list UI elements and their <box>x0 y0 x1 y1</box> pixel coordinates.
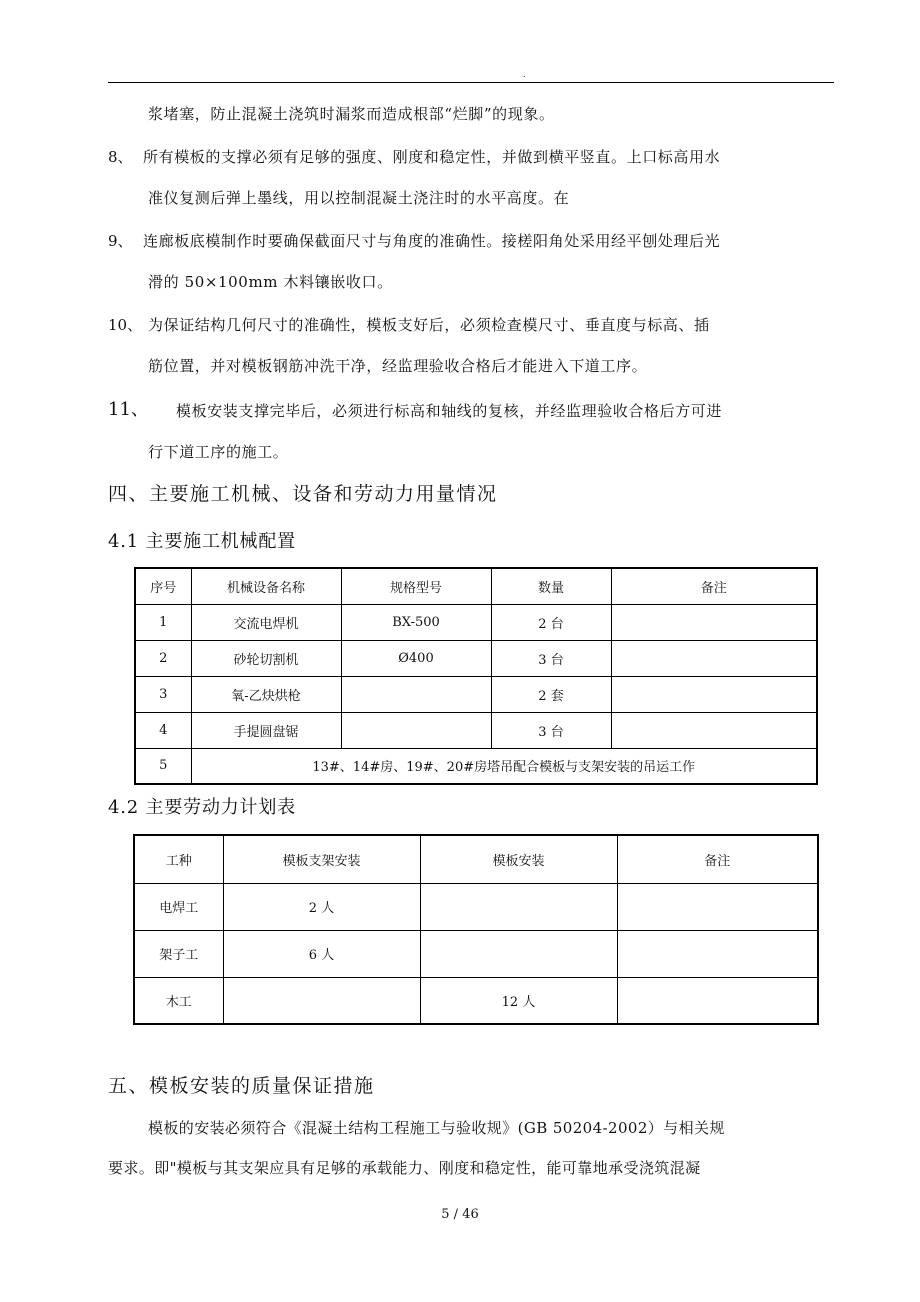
item-10-text: 为保证结构几何尺寸的准确性，模板支好后，必须检查模尺寸、垂直度与标高、插 <box>148 316 710 334</box>
item-7-continuation: 浆堵塞，防止混凝土浇筑时漏浆而造成根部“烂脚”的现象。 <box>148 105 555 123</box>
table-cell: 电焊工 <box>134 883 223 930</box>
table-cell: 砂轮切割机 <box>191 640 341 676</box>
table-row <box>135 604 817 640</box>
table-cell-merged: 13#、14#房、19#、20#房塔吊配合模板与支架安装的吊运工作 <box>191 748 817 784</box>
table-cell: Ø400 <box>341 640 491 676</box>
table-cell <box>341 712 491 748</box>
table-cell <box>420 883 617 930</box>
table-cell <box>611 676 817 712</box>
section-4-1-heading: 4.1 主要施工机械配置 <box>108 531 296 552</box>
column-header: 规格型号 <box>341 568 491 604</box>
table-cell <box>611 712 817 748</box>
table-cell: 6 人 <box>223 930 420 977</box>
section-5-paragraph-line-1: 模板的安装必须符合《混凝土结构工程施工与验收规》(GB 50204-2002）与相关规 <box>148 1119 725 1137</box>
table-cell <box>223 977 420 1024</box>
item-9-continuation: 滑的 50×100mm 木料镶嵌收口。 <box>148 273 393 291</box>
table-cell <box>617 930 818 977</box>
column-header: 模板支架安装 <box>223 835 420 883</box>
item-11-continuation: 行下道工序的施工。 <box>148 443 289 461</box>
table-header-row <box>135 568 817 604</box>
table-row <box>135 640 817 676</box>
table-row <box>134 930 818 977</box>
table-cell: 2 台 <box>491 604 611 640</box>
table-cell: 5 <box>135 748 191 784</box>
table-cell: 2 人 <box>223 883 420 930</box>
section-5-heading: 五、模板安装的质量保证措施 <box>108 1075 375 1097</box>
table-cell: 3 <box>135 676 191 712</box>
item-8-text: 所有模板的支撑必须有足够的强度、刚度和稳定性，并做到横平竖直。上口标高用水 <box>143 148 721 166</box>
section-4-heading: 四、主要施工机械、设备和劳动力用量情况 <box>108 483 498 505</box>
column-header: 工种 <box>134 835 223 883</box>
item-8-continuation: 准仪复测后弹上墨线，用以控制混凝土浇注时的水平高度。在 <box>148 189 570 207</box>
page-number: 5 / 46 <box>441 1207 479 1222</box>
table-cell: 1 <box>135 604 191 640</box>
column-header: 机械设备名称 <box>191 568 341 604</box>
column-header: 备注 <box>611 568 817 604</box>
table-cell <box>420 930 617 977</box>
column-header: 备注 <box>617 835 818 883</box>
table-cell: 3 台 <box>491 712 611 748</box>
item-10-continuation: 筋位置，并对模板钢筋冲洗干净，经监理验收合格后才能进入下道工序。 <box>148 357 648 375</box>
item-11-number: 11、 <box>108 399 149 420</box>
header-rule <box>108 82 834 83</box>
column-header: 数量 <box>491 568 611 604</box>
table-row <box>134 883 818 930</box>
table-header-row <box>134 835 818 883</box>
table-cell: 氧-乙炔烘枪 <box>191 676 341 712</box>
table-cell: 3 台 <box>491 640 611 676</box>
column-header: 模板安装 <box>420 835 617 883</box>
item-10-number: 10、 <box>108 316 143 334</box>
table-row <box>135 712 817 748</box>
table-cell: 2 套 <box>491 676 611 712</box>
table-row <box>135 748 817 784</box>
table-row <box>135 676 817 712</box>
item-8-number: 8、 <box>108 148 133 166</box>
table-cell <box>611 640 817 676</box>
item-9-text: 连廊板底模制作时要确保截面尺寸与角度的准确性。接槎阳角处采用经平刨处理后光 <box>143 232 721 250</box>
header-mark: . <box>523 70 526 79</box>
section-5-paragraph-line-2: 要求。即"模板与其支架应具有足够的承载能力、刚度和稳定性，能可靠地承受浇筑混凝 <box>108 1159 701 1177</box>
table-cell: BX-500 <box>341 604 491 640</box>
column-header: 序号 <box>135 568 191 604</box>
table-cell: 架子工 <box>134 930 223 977</box>
table-cell: 12 人 <box>420 977 617 1024</box>
table-cell: 2 <box>135 640 191 676</box>
table-cell <box>617 883 818 930</box>
table-cell: 交流电焊机 <box>191 604 341 640</box>
table-cell: 4 <box>135 712 191 748</box>
item-11-text: 模板安装支撑完毕后，必须进行标高和轴线的复核，并经监理验收合格后方可进 <box>176 402 723 420</box>
table-cell <box>617 977 818 1024</box>
section-4-2-heading: 4.2 主要劳动力计划表 <box>108 797 296 818</box>
table-row <box>134 977 818 1024</box>
item-9-number: 9、 <box>108 232 133 250</box>
table-cell: 手提圆盘锯 <box>191 712 341 748</box>
machinery-table <box>134 567 818 785</box>
table-cell <box>611 604 817 640</box>
table-cell: 木工 <box>134 977 223 1024</box>
table-cell <box>341 676 491 712</box>
labor-table <box>133 834 819 1025</box>
